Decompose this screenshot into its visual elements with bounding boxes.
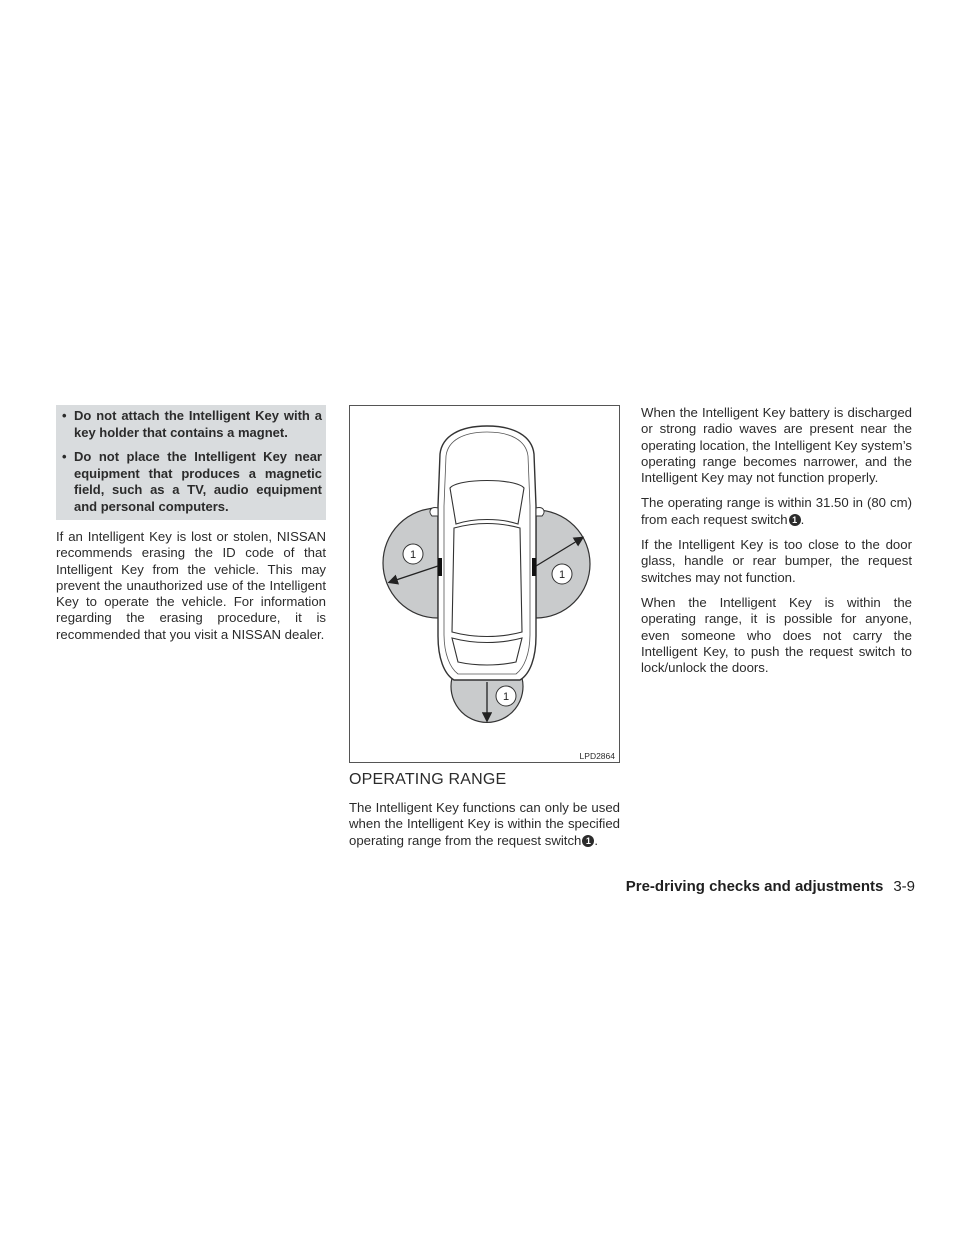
svg-text:1: 1 [502,691,510,703]
page-number: 3-9 [893,878,915,895]
bullet-icon: • [62,408,67,423]
footer-section-title: Pre-driving checks and adjustments [625,878,884,895]
callout-1-right [552,564,572,584]
lost-key-paragraph: If an Intelligent Key is lost or stolen, NISSAN recommends erasing the ID code of that Intelligent Key from the vehicle. This may prevent the unauthorized use of the Intelligent Key to operate the vehicle. For information regarding the erasing procedure, it is recommended that you visit a NISSAN dealer. [56,529,326,642]
bullet-icon: • [62,449,67,464]
callout-1-icon: 1 [789,514,801,526]
middle-column [349,405,620,858]
callout-1-left [403,544,423,564]
callout-1-rear [496,686,516,706]
warning-item: • Do not attach the Intelligent Key with a key holder that contains a magnet. [62,408,322,440]
operating-range-figure [349,405,620,763]
svg-text:1: 1 [558,569,566,581]
request-switch-left [438,558,442,576]
too-close-paragraph: If the Intelligent Key is too close to the door glass, handle or rear bumper, the request switches may not function. [641,537,912,585]
left-column [56,405,326,652]
svg-text:1: 1 [409,549,417,561]
right-column [641,405,912,685]
mirror-right [536,508,544,516]
car-top-view-diagram [350,406,619,762]
request-switch-right [532,558,536,576]
warning-box [56,405,326,520]
section-title: OPERATING RANGE [349,771,507,788]
battery-paragraph: When the Intelligent Key battery is discharged or strong radio waves are present near the operating location, the Intelligent Key system’s operating range becomes narrower, and the Intelligent Key may not function properly. [641,405,912,486]
page-footer [626,878,915,895]
mirror-left [430,508,438,516]
callout-1-icon: 1 [582,835,594,847]
warning-item: • Do not place the Intelligent Key near equipment that produces a magnetic field, such as a TV, audio equipment and personal computers. [62,449,322,514]
figure-code: LPD2864 [579,751,615,761]
operating-range-paragraph: The Intelligent Key functions can only be used when the Intelligent Key is within the specified operating range from the request switch 1 . [349,800,620,848]
roof [452,524,522,637]
rear-glass [452,638,522,665]
windshield [450,481,524,525]
anyone-paragraph: When the Intelligent Key is within the operating range, it is possible for anyone, even someone who does not carry the Intelligent Key, to push the request switch to lock/unlock the doors. [641,594,912,676]
range-distance-paragraph: The operating range is within 31.50 in (80 cm) from each request switch 1 . [641,495,912,527]
